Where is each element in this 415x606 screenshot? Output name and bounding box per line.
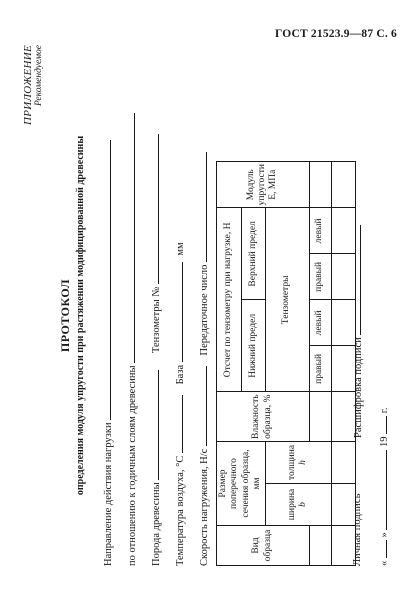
loading-rate-field [196, 152, 210, 566]
year-prefix: 19 [379, 436, 390, 447]
tensometers-line [148, 134, 159, 284]
readings-header: Отсчет по тензометру при нагрузке, Н [217, 208, 242, 392]
loading-rate-label: Скорость нагружения, Н/с [199, 448, 210, 566]
tensometers-header: Тензометры [265, 208, 309, 392]
width-header [265, 484, 331, 526]
upper-right-header: правый [309, 254, 331, 300]
wood-species-field [148, 134, 162, 566]
data-cell [331, 442, 355, 484]
lower-limit-header: Нижний предел [242, 300, 265, 392]
moisture-header: Влажность образца, % [217, 392, 310, 442]
standard-code: ГОСТ 21523.9—87 С. 6 [274, 28, 397, 40]
upper-limit-header: Верхний предел [242, 208, 265, 300]
load-direction-label: Направление действия нагрузки [103, 422, 114, 566]
signature-label: Личная подпись [352, 493, 363, 566]
relative-rings-field [124, 113, 138, 566]
rotated-protocol [20, 43, 395, 588]
moisture-spacer [309, 392, 331, 442]
appendix-title: ПРИЛОЖЕНИЕ [22, 45, 34, 125]
protocol-table [216, 161, 356, 566]
width-label: ширина [286, 488, 297, 521]
thickness-label: толщина [286, 444, 297, 481]
relative-rings-line [124, 113, 135, 363]
cross-section-header: Размер поперечного сечения образца, мм [217, 442, 266, 526]
decoding-field [350, 225, 364, 438]
modulus-header: Модуль упругости E, МПа [217, 162, 310, 208]
year-suffix: г. [379, 407, 390, 414]
air-temp-line [172, 395, 183, 453]
date-quote-close: » [379, 532, 390, 538]
air-temp-label: Температура воздуха, °С [175, 455, 186, 566]
width-symbol: b [298, 502, 309, 507]
protocol-title: ПРОТОКОЛ [58, 278, 72, 353]
date-day-line [376, 540, 387, 558]
transfer-number-label: Передаточное число [199, 264, 210, 356]
protocol-subtitle: определения модуля упругости при растяжении модифицированной древесины [75, 135, 86, 496]
wood-species-label: Порода древесины [151, 482, 162, 566]
date-year-line [376, 416, 387, 434]
decoding-label: Расшифровка подписи [353, 337, 364, 438]
date-month-line [376, 450, 387, 530]
date-quote-open: « [379, 560, 390, 566]
transfer-number-line [196, 152, 207, 262]
wood-species-line [148, 370, 159, 480]
modulus-spacer [309, 162, 331, 208]
upper-left-header: левый [309, 208, 331, 254]
data-cell [331, 162, 355, 208]
relative-rings-label: по отношению к годичным слоям древесины [127, 365, 138, 566]
load-direction-line [100, 140, 111, 420]
base-unit: мм [175, 242, 186, 256]
date-field [376, 408, 390, 567]
sample-type-spacer [309, 526, 331, 566]
tensometers-label: Тензометры № [151, 286, 162, 354]
air-temp-field [172, 242, 186, 566]
lower-right-header: правый [309, 346, 331, 392]
appendix-block [22, 45, 44, 125]
loading-rate-line [196, 366, 207, 446]
load-direction-field [100, 140, 114, 566]
sample-type-header: Вид образца [217, 526, 310, 566]
thickness-header [265, 442, 331, 484]
appendix-note: Рекомендуемое [34, 45, 44, 107]
decoding-line [350, 225, 361, 335]
base-label: База [175, 364, 186, 385]
base-line [172, 262, 183, 362]
lower-left-header: левый [309, 300, 331, 346]
thickness-symbol: h [298, 460, 309, 465]
